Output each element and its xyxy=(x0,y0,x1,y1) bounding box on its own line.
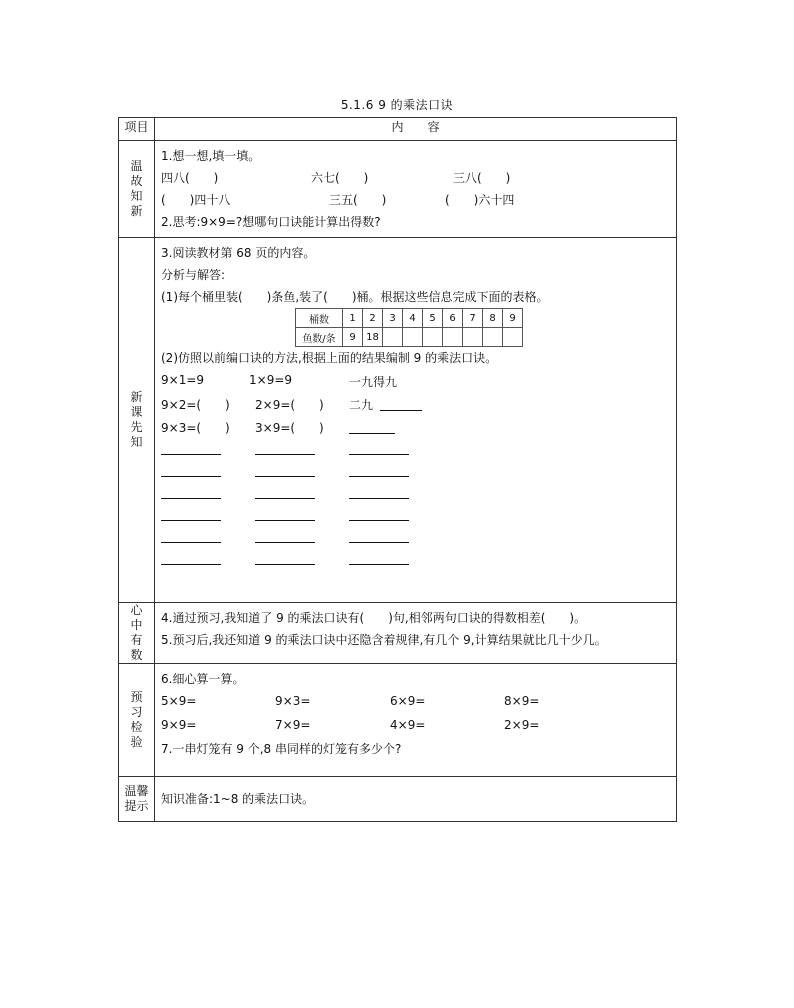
header-content: 内 容 xyxy=(155,118,677,141)
section-label-new: 新课先知 xyxy=(130,390,143,449)
header-item: 项目 xyxy=(119,118,155,141)
section-label-check: 预习检验 xyxy=(130,690,143,749)
table-cell: 6 xyxy=(443,309,463,328)
answer-line[interactable] xyxy=(255,542,315,543)
answer-line[interactable] xyxy=(255,454,315,455)
fish-table xyxy=(295,308,523,347)
q5-text: 5.预习后,我还知道 9 的乘法口诀中还隐含着规律,有几个 9,计算结果就比几十少几。 xyxy=(161,633,607,647)
answer-line[interactable] xyxy=(255,476,315,477)
equation: 1×9=9 xyxy=(249,373,293,387)
review-row-2 xyxy=(161,189,670,211)
rhyme: 二九 xyxy=(349,398,374,412)
answer-line[interactable] xyxy=(255,564,315,565)
table-cell-blank[interactable] xyxy=(383,328,403,347)
table-cell: 9 xyxy=(503,309,523,328)
calc-item[interactable]: 2×9= xyxy=(504,718,540,732)
answer-line[interactable] xyxy=(161,542,221,543)
table-cell: 8 xyxy=(483,309,503,328)
fill-blank[interactable]: 三五( ) xyxy=(329,193,387,207)
tip-section xyxy=(119,777,677,822)
table-cell: 2 xyxy=(363,309,383,328)
section-label-tip: 温馨提示 xyxy=(124,784,149,813)
p2-text: (2)仿照以前编口诀的方法,根据上面的结果编制 9 的乘法口诀。 xyxy=(161,351,498,365)
calc-item[interactable]: 9×3= xyxy=(275,694,311,708)
answer-line[interactable] xyxy=(161,476,221,477)
p1-text: (1)每个桶里装( )条鱼,装了( )桶。根据这些信息完成下面的表格。 xyxy=(161,290,549,304)
review-row-1 xyxy=(161,167,670,189)
rhyme: 一九得九 xyxy=(349,375,398,389)
answer-line[interactable] xyxy=(349,564,409,565)
fill-blank[interactable]: 四八( ) xyxy=(161,171,219,185)
calc-item[interactable]: 5×9= xyxy=(161,694,197,708)
table-cell-blank[interactable] xyxy=(403,328,423,347)
tip-text: 知识准备:1~8 的乘法口诀。 xyxy=(161,792,315,806)
fill-blank[interactable]: 三八( ) xyxy=(453,171,511,185)
bucket-row xyxy=(296,309,523,328)
fill-blank[interactable]: 六七( ) xyxy=(311,171,369,185)
rhyme-area xyxy=(161,369,670,565)
calc-item[interactable]: 4×9= xyxy=(390,718,426,732)
equation-blank[interactable]: 2×9=( ) xyxy=(255,398,324,412)
answer-line[interactable] xyxy=(255,520,315,521)
table-cell: 9 xyxy=(343,328,363,347)
answer-line[interactable] xyxy=(161,498,221,499)
answer-line[interactable] xyxy=(161,454,221,455)
equation-blank[interactable]: 9×3=( ) xyxy=(161,421,230,435)
section-label-review: 温故知新 xyxy=(130,159,143,218)
table-cell: 5 xyxy=(423,309,443,328)
fish-label: 鱼数/条 xyxy=(296,328,343,347)
table-cell: 4 xyxy=(403,309,423,328)
review-section xyxy=(119,141,677,238)
equation-blank[interactable]: 9×2=( ) xyxy=(161,398,230,412)
rhyme-blank-line[interactable] xyxy=(380,410,422,411)
q4-text: 4.通过预习,我知道了 9 的乘法口诀有( )句,相邻两句口诀的得数相差( )。 xyxy=(161,611,587,625)
answer-line[interactable] xyxy=(349,454,409,455)
q6-text: 6.细心算一算。 xyxy=(161,672,245,686)
calc-item[interactable]: 7×9= xyxy=(275,718,311,732)
mind-section xyxy=(119,603,677,664)
table-cell-blank[interactable] xyxy=(463,328,483,347)
lesson-table xyxy=(118,117,677,822)
answer-line[interactable] xyxy=(349,498,409,499)
q2-text: 2.思考:9×9=?想哪句口诀能计算出得数? xyxy=(161,215,381,229)
q3-text: 3.阅读教材第 68 页的内容。 xyxy=(161,246,316,260)
answer-line[interactable] xyxy=(349,476,409,477)
answer-line[interactable] xyxy=(349,520,409,521)
section-label-mind: 心中有数 xyxy=(130,603,143,662)
answer-line[interactable] xyxy=(161,564,221,565)
calc-item[interactable]: 9×9= xyxy=(161,718,197,732)
calc-item[interactable]: 6×9= xyxy=(390,694,426,708)
table-cell: 7 xyxy=(463,309,483,328)
check-section xyxy=(119,664,677,777)
table-cell: 3 xyxy=(383,309,403,328)
equation-blank[interactable]: 3×9=( ) xyxy=(255,421,324,435)
header-row xyxy=(119,118,677,141)
answer-line[interactable] xyxy=(349,542,409,543)
answer-line[interactable] xyxy=(161,520,221,521)
document-title: 5.1.6 9 的乘法口诀 xyxy=(340,98,454,112)
table-cell-blank[interactable] xyxy=(423,328,443,347)
bucket-label: 桶数 xyxy=(296,309,343,328)
q7-text: 7.一串灯笼有 9 个,8 串同样的灯笼有多少个? xyxy=(161,742,402,756)
table-cell-blank[interactable] xyxy=(483,328,503,347)
fish-row xyxy=(296,328,523,347)
calc-row-2 xyxy=(161,714,670,738)
new-section xyxy=(119,238,677,603)
rhyme-blank-line[interactable] xyxy=(349,433,395,434)
table-cell: 1 xyxy=(343,309,363,328)
calc-item[interactable]: 8×9= xyxy=(504,694,540,708)
fill-blank[interactable]: ( )六十四 xyxy=(445,193,515,207)
table-cell: 18 xyxy=(363,328,383,347)
analysis-text: 分析与解答: xyxy=(161,268,226,282)
answer-line[interactable] xyxy=(255,498,315,499)
table-cell-blank[interactable] xyxy=(443,328,463,347)
q1-text: 1.想一想,填一填。 xyxy=(161,149,261,163)
fill-blank[interactable]: ( )四十八 xyxy=(161,193,231,207)
table-cell-blank[interactable] xyxy=(503,328,523,347)
equation: 9×1=9 xyxy=(161,373,205,387)
calc-row-1 xyxy=(161,690,670,714)
